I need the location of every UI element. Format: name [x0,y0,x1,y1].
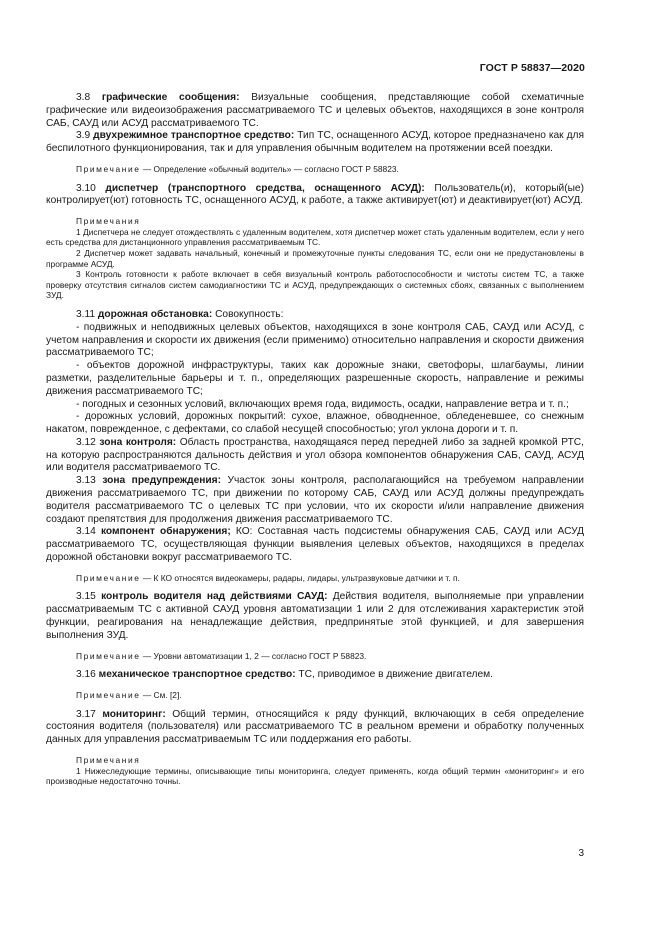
term-name: диспетчер (транспортного средства, оснащенного АСУД): [105,182,425,194]
term-3-10: 3.10 диспетчер (транспортного средства, оснащенного АСУД): Пользователь(и), который(ые) контролирует(ют) готовность ТС, оснащенного АСУД, к работе, а также активирует(ют) и деактивирует(ют) АСУД. [46,182,584,207]
document-header: ГОСТ Р 58837—2020 [479,62,585,74]
list-item: - дорожных условий, дорожных покрытий: сухое, влажное, обводненное, обледеневшее, со снежным накатом, поврежденное, с дефектами, со слабой несущей способностью; угол уклона дороги и т. п. [46,411,584,436]
page-number: 3 [578,848,584,859]
note-3-15: Примечание — Уровни автоматизации 1, 2 — согласно ГОСТ Р 58823. [76,650,367,661]
note-3-9: Примечание — Определение «обычный водитель» — согласно ГОСТ Р 58823. [76,163,399,174]
note-item: 1 Диспетчера не следует отождествлять с удаленным водителем, хотя диспетчер может стать удаленным водителем, если у него есть средства для дистанционного управления рассматриваемым ТС. [46,226,584,248]
list-item: - подвижных и неподвижных целевых объектов, находящихся в зоне контроля САБ, САУД или АСУД, с учетом направления и скорости их движения (если применимо) относительно направления и скорости движения рассматриваемого ТС; [46,321,584,359]
list-item: - объектов дорожной инфраструктуры, таких как дорожные знаки, светофоры, шлагбаумы, линии разметки, разделительные барьеры и т. п., определяющих разрешенные скорость, направление и режимы движения рассматриваемого ТС; [46,360,584,397]
term-name: дорожная обстановка: [97,308,213,320]
note-3-16: Примечание — См. [2]. [76,690,182,701]
term-name: зона предупреждения: [102,475,221,487]
term-name: графические сообщения: [101,92,240,103]
notes-heading-3-17: Примечания [76,755,141,766]
term-3-16: 3.16 механическое транспортное средство: ТС, приводимое в движение двигателем. [76,669,493,681]
term-name: зона контроля: [99,436,177,448]
note-3-14: Примечание — К КО относятся видеокамеры, радары, лидары, ультразвуковые датчики и т. п. [76,572,460,583]
document-body [46,92,584,787]
term-name: компонент обнаружения; [100,526,231,538]
term-3-17: 3.17 мониторинг: Общий термин, относящийся к ряду функций, включающих в себя определение состояния водителя (пользователя) или рассматриваемого ТС в реальном времени и обработку полученных данных для управления рассматриваемым ТС или поддержания его работы. [46,708,584,746]
notes-heading-3-10: Примечания [76,216,141,227]
list-item: - погодных и сезонных условий, включающих время года, видимость, осадки, направление ветра и т. п.; [76,398,569,410]
term-3-11: 3.11 дорожная обстановка: Совокупность: [76,308,284,320]
term-3-15: 3.15 контроль водителя над действиями САУД: Действия водителя, выполняемые при управлении рассматриваемым ТС с активной САУД уровня автоматизации 1 или 2 для отслеживания характеристик этой функции, реагирования на ненадлежащие действия, предпринятые этой функцией, и для завершения выполнения ЗУД. [46,591,584,641]
term-name: мониторинг: [102,708,166,720]
term-name: контроль водителя над действиями САУД: [101,591,328,603]
term-3-12: 3.12 зона контроля: Область пространства, находящаяся перед передней либо за задней кромкой РТС, на которую распространяются дальность действия и угол обзора компонентов обнаружения САБ, САУД, АСУД или водителя рассматриваемого ТС. [46,436,584,474]
term-3-13: 3.13 зона предупреждения: Участок зоны контроля, располагающийся на требуемом направлении движения рассматриваемого ТС, при движении по которому САБ, САУД или АСУД должны предупреждать водителя рассматриваемого ТС о целевых ТС при условии, что их скорости и/или направление движения создают препятствия для продолжения движения рассматриваемого ТС. [46,475,584,525]
term-name: механическое транспортное средство: [98,669,296,681]
term-3-14: 3.14 компонент обнаружения; КО: Составная часть подсистемы обнаружения САБ, САУД или АСУД рассматриваемого ТС, осуществляющая функции выявления целевых объектов, находящихся в пределах дорожной обстановки вокруг рассматриваемого ТС. [46,526,584,564]
note-item: 2 Диспетчер может задавать начальный, конечный и промежуточные пункты следования ТС, если они не предустановлены в программе АСУД. [46,247,584,269]
term-3-8: 3.8 графические сообщения: Визуальные сообщения, представляющие собой схематичные графические или видеоизображения рассматриваемого ТС и целевых объектов, находящихся в зоне контроля САБ, САУД или АСУД рассматриваемого ТС. [46,92,585,129]
term-3-9: 3.9 двухрежимное транспортное средство: Тип ТС, оснащенного АСУД, которое предназначено как для беспилотного функционирования, так и для управления обычным водителем на протяжении всей поездки. [46,130,585,155]
term-name: двухрежимное транспортное средство: [93,130,295,142]
note-item: 3 Контроль готовности к работе включает в себя визуальный контроль работоспособности и чистоты систем ТС, а также проверку отсутствия сигналов систем самодиагностики ТС и АСУД, предупреждающих о системных сбоях, связанных с выполнением ЗУД. [46,269,584,301]
note-item: 1 Нижеследующие термины, описывающие типы мониторинга, следует применять, когда общий термин «мониторинг» и его производные недостаточно точны. [46,765,584,787]
